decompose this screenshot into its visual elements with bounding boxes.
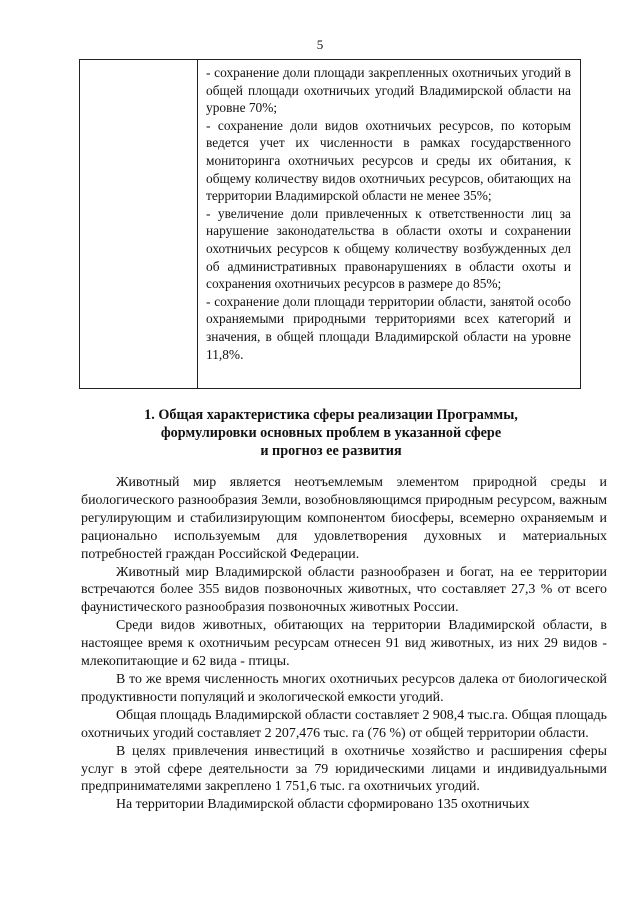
body-paragraph: Животный мир Владимирской области разнообразен и богат, на ее территории встречаются более 355 видов позвоночных животных, что составляет 27,3 % от всего фаунистического разнообразия позвоночных животных России.	[81, 564, 607, 616]
section-heading	[96, 406, 566, 460]
target-item: - сохранение доли площади закрепленных охотничьих угодий в общей площади охотничьих угодий Владимирской области на уровне 70%;	[206, 65, 571, 116]
body-paragraph: Среди видов животных, обитающих на территории Владимирской области, в настоящее время к охотничьим ресурсам отнесен 91 вид животных, из них 29 видов - млекопитающие и 62 вида - птицы.	[81, 618, 607, 670]
body-paragraph: Общая площадь Владимирской области составляет 2 908,4 тыс.га. Общая площадь охотничьих угодий составляет 2 207,476 тыс. га (76 %) от общей территории области.	[81, 707, 607, 741]
targets-table	[79, 59, 581, 389]
body-paragraph: На территории Владимирской области сформировано 135 охотничьих	[116, 797, 530, 813]
target-item: - сохранение доли площади территории области, занятой особо охраняемыми природными территориями всех категорий и значения, в общей площади Владимирской области на уровне 11,8%.	[206, 293, 571, 362]
target-item: - увеличение доли привлеченных к ответственности лиц за нарушение законодательства в области охоты и сохранении охотничьих ресурсов к общему количеству возбужденных дел об административных правонарушениях в области охоты и сохранения охотничьих ресурсов в размере до 85%;	[206, 205, 571, 292]
body-paragraph: В целях привлечения инвестиций в охотничье хозяйство и расширения сферы услуг в этой сфере деятельности за 79 юридическими лицами и индивидуальными предпринимателями закреплено 1 751,6 тыс. га охотничьих угодий.	[81, 743, 607, 795]
body-paragraph: Животный мир является неотъемлемым элементом природной среды и биологического разнообразия Земли, возобновляющимся природным ресурсом, важным регулирующим и стабилизирующим компонентом биосферы, всемерно охраняемым и рационально используемым для удовлетворения духовных и материальных потребностей граждан Российской Федерации.	[81, 475, 607, 562]
body-paragraph: В то же время численность многих охотничьих ресурсов далека от биологической продуктивности популяций и экологической емкости угодий.	[81, 671, 607, 705]
section-heading-line: и прогноз ее развития	[260, 443, 402, 459]
table-right-cell	[198, 60, 580, 363]
target-item: - сохранение доли видов охотничьих ресурсов, по которым ведется учет их численности в рамках государственного мониторинга охотничьих ресурсов и среды их обитания, к общему количеству видов охотничьих ресурсов, обитающих на территории Владимирской области не менее 35%;	[206, 117, 571, 204]
section-heading-line: формулировки основных проблем в указанной сфере	[160, 425, 502, 441]
page-number: 5	[316, 37, 324, 52]
table-left-cell	[80, 60, 198, 388]
body-text	[81, 474, 607, 814]
section-heading-line: 1. Общая характеристика сферы реализации Программы,	[144, 407, 518, 423]
